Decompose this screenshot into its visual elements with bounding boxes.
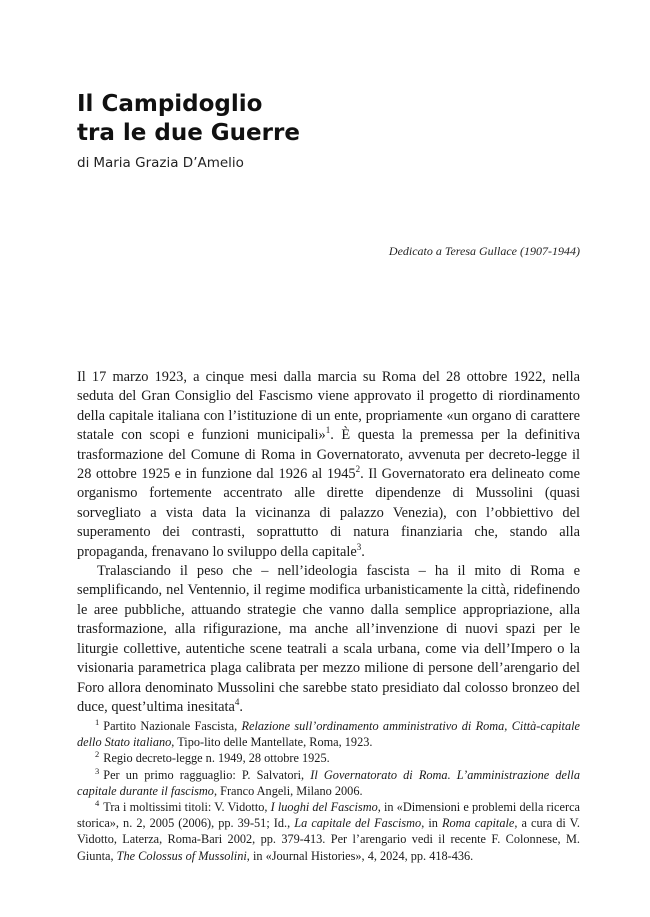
paragraph-1	[77, 368, 580, 562]
footnote-number: 1	[95, 716, 100, 727]
footnote-number: 2	[95, 749, 100, 760]
footnote-4	[77, 799, 580, 864]
footnote-ref: 1	[325, 425, 331, 436]
footnote-title: La capitale del Fascismo	[294, 816, 422, 831]
footnote-title: Roma capitale	[441, 816, 515, 831]
footnote-text: Regio decreto-legge n. 1949, 28 ottobre 1925.	[103, 751, 330, 766]
footnote-number: 3	[95, 765, 100, 776]
footnotes	[77, 718, 580, 864]
footnote-ref: 3	[356, 541, 362, 552]
footnote-text: , Franco Angeli, Milano 2006.	[213, 783, 363, 798]
paragraph-text: .	[361, 543, 365, 560]
dedication: Dedicato a Teresa Gullace (1907-1944)	[388, 244, 580, 258]
paragraph-text: . È questa la premessa per la definitiva trasformazione del Comune di Roma in Governatorato, avvenuta per decreto-legge il 28 ottobre 1925 e in funzione dal 1926 al 1945	[77, 427, 580, 483]
footnote-title: Relazione sull’ordinamento amministrativo di Roma, Città-capitale dello Stato italiano	[77, 719, 581, 750]
footnote-ref: 4	[234, 697, 240, 708]
paragraph-text: .	[239, 698, 243, 715]
page-title	[77, 90, 577, 148]
author-prefix: di	[77, 155, 90, 171]
paragraph-text: Il 17 marzo 1923, a cinque mesi dalla marcia su Roma del 28 ottobre 1922, nella seduta del Gran Consiglio del Fascismo viene approvato il progetto di riordinamento della capitale italiana con l’istituzione di un ente, propriamente «un organo di carattere statale con scopi e funzioni municipali»	[77, 369, 580, 444]
footnote-text: Per un primo ragguaglio: P. Salvatori,	[103, 767, 311, 782]
footnote-text: Tra i moltissimi titoli: V. Vidotto,	[103, 800, 271, 815]
author-name: Maria Grazia D’Amelio	[93, 155, 244, 171]
paragraph-text: . Il Governatorato era delineato come organismo fortemente accentrato alle dirette dipendenze di Mussolini (quasi sorvegliato a vista data la vicinanza di palazzo Venezia), con l’obbiettivo del superamento dei contrasti, soprattutto di natura finanziaria che, stando alla propaganda, frenavano lo sviluppo della capitale	[77, 466, 580, 560]
author-line	[77, 155, 244, 171]
footnote-title: Il Governatorato di Roma. L’amministrazione della capitale durante il fascismo	[77, 767, 580, 798]
footnote-title: I luoghi del Fascismo	[270, 800, 378, 815]
title-line-2: tra le due Guerre	[77, 120, 300, 146]
footnote-3	[77, 767, 580, 799]
footnote-1	[77, 718, 580, 750]
paragraph-text: Tralasciando il peso che – nell’ideologia fascista – ha il mito di Roma e semplificando, nel Ventennio, il regime modifica urbanisticamente la città, ridefinendo le aree pubbliche, attuando strategie che vanno dalla semplice appropriazione, alla trasformazione, alla rifigurazione, ma anche all’invenzione di nuovi spazi per le liturgie collettive, autentiche scene teatrali a scala urbana, come via dell’Impero o la visionaria parametrica plaga calibrata per mezzo milione di persone dell’arengario del Foro allora denominato Mussolini che sarebbe stato presidiato dal colosso bronzeo del duce, quest’ultima inesitata	[77, 563, 580, 715]
footnote-text: , in	[421, 816, 442, 831]
paragraph-2	[77, 562, 580, 717]
footnote-number: 4	[95, 797, 100, 808]
footnote-text: , in «Journal Histories», 4, 2024, pp. 418-436.	[246, 848, 474, 863]
title-line-1: Il Campidoglio	[77, 91, 263, 117]
footnote-text: , Tipo-lito delle Mantellate, Roma, 1923.	[171, 735, 373, 750]
footnote-text: , a cura di V. Vidotto, Laterza, Roma-Bari 2002, pp. 379-413. Per l’arengario vedi il recente F. Colonnese, M. Giunta,	[77, 816, 581, 863]
footnote-text: Partito Nazionale Fascista,	[103, 719, 242, 733]
footnote-2	[77, 750, 580, 766]
footnote-ref: 2	[355, 464, 361, 475]
body-text	[77, 368, 580, 717]
footnote-title: The Colossus of Mussolini	[116, 848, 247, 863]
footnote-text: , in «Dimensioni e problemi della ricerca storica», n. 2, 2005 (2006), pp. 39-51; Id.,	[77, 800, 580, 831]
